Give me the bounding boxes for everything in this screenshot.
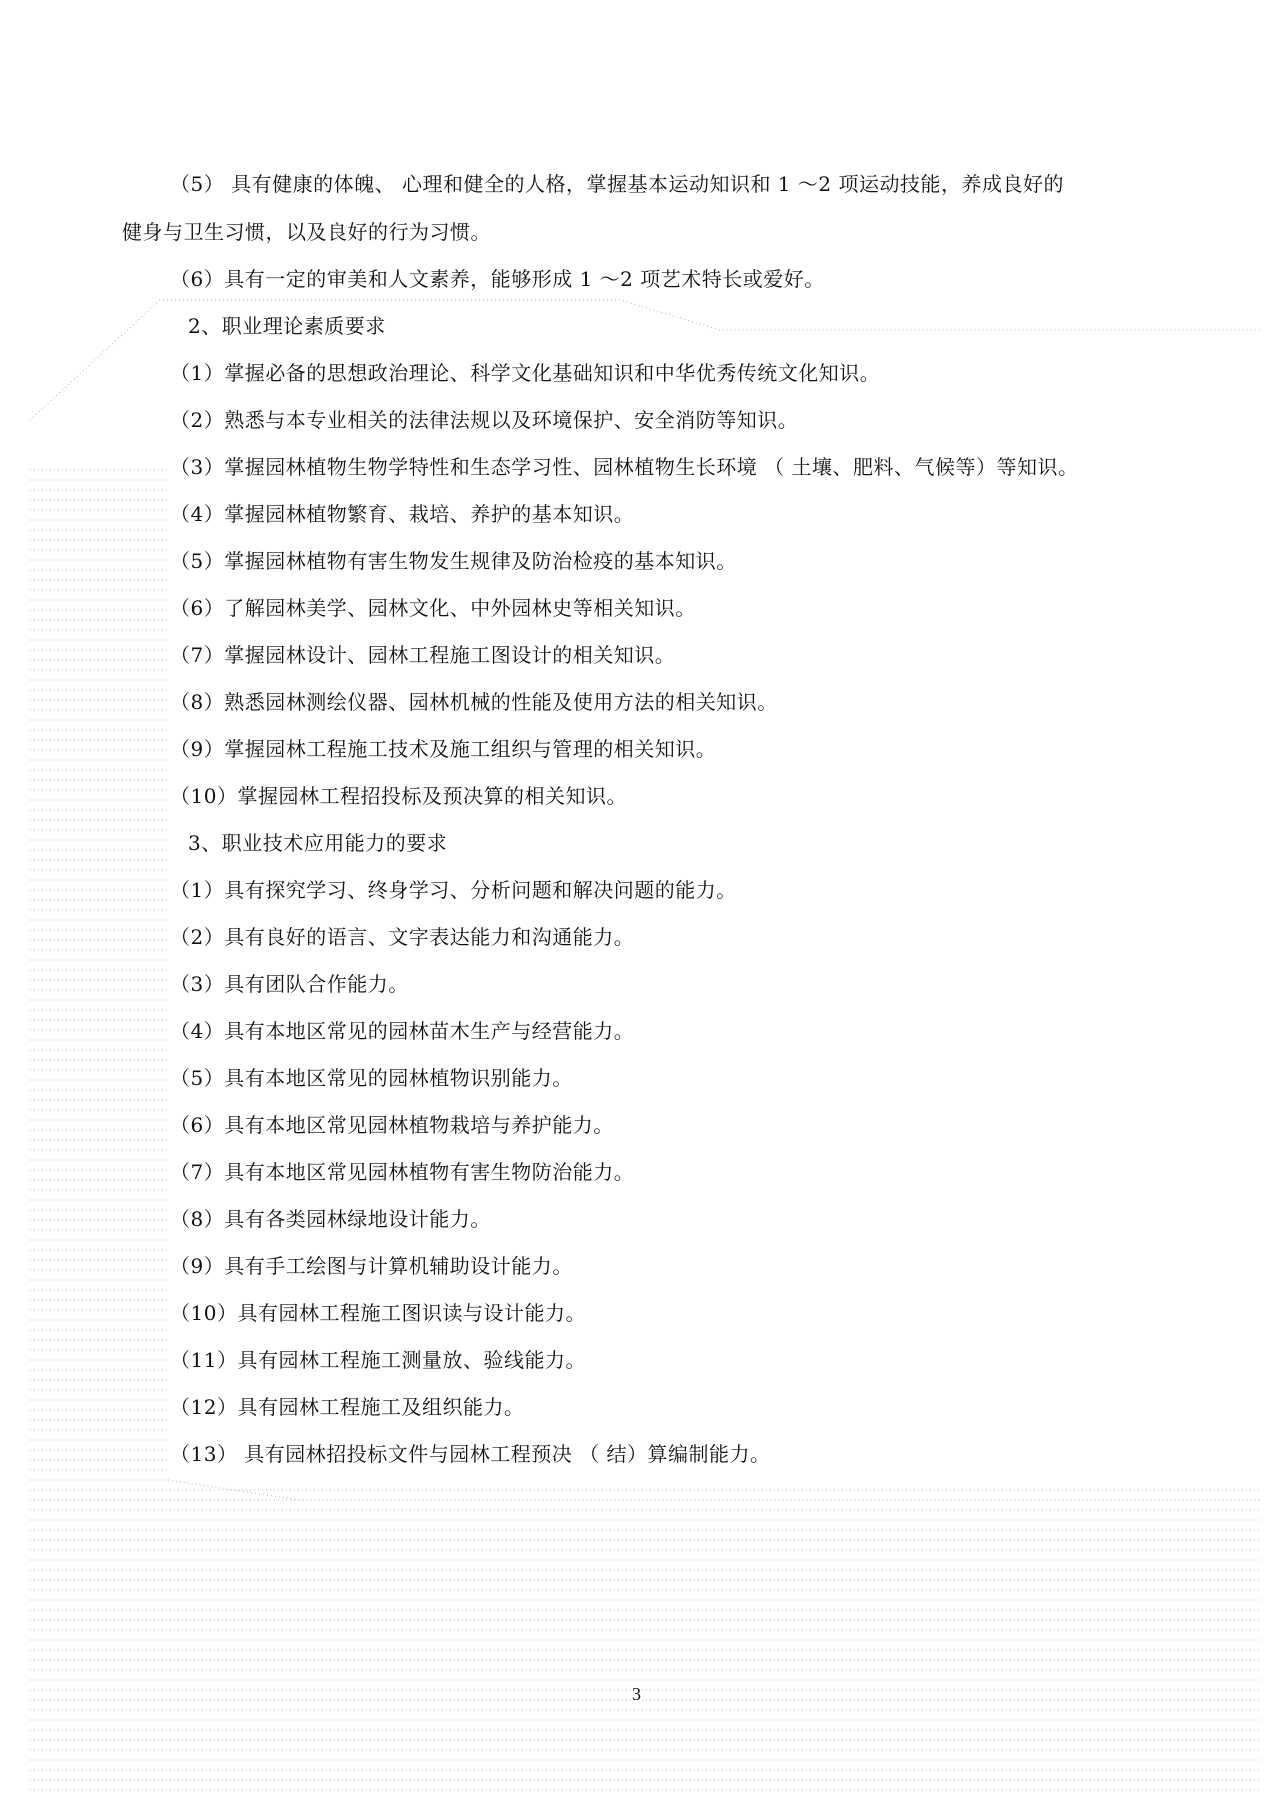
section3-item-11: （11）具有园林工程施工测量放、验线能力。 — [170, 1348, 586, 1372]
page-number: 3 — [632, 1684, 641, 1704]
section3-item-12: （12）具有园林工程施工及组织能力。 — [170, 1395, 525, 1419]
section3-heading: 3、职业技术应用能力的要求 — [188, 831, 448, 855]
section2-item-4: （4）掌握园林植物繁育、栽培、养护的基本知识。 — [170, 502, 635, 526]
section3-item-4: （4）具有本地区常见的园林苗木生产与经营能力。 — [170, 1019, 635, 1043]
section2-item-9: （9）掌握园林工程施工技术及施工组织与管理的相关知识。 — [170, 737, 717, 761]
section2-heading: 2、职业理论素质要求 — [188, 314, 386, 338]
section3-item-1: （1）具有探究学习、终身学习、分析问题和解决问题的能力。 — [170, 878, 737, 902]
section2-item-2: （2）熟悉与本专业相关的法律法规以及环境保护、安全消防等知识。 — [170, 408, 799, 432]
section3-item-13: （13） 具有园林招投标文件与园林工程预决 （ 结）算编制能力。 — [170, 1442, 771, 1466]
section2-item-6: （6）了解园林美学、园林文化、中外园林史等相关知识。 — [170, 596, 696, 620]
section3-item-9: （9）具有手工绘图与计算机辅助设计能力。 — [170, 1254, 573, 1278]
section2-item-3: （3）掌握园林植物生物学特性和生态学习性、园林植物生长环境 （ 土壤、肥料、气候等）等知识。 — [170, 455, 1079, 479]
section2-item-1: （1）掌握必备的思想政治理论、科学文化基础知识和中华优秀传统文化知识。 — [170, 361, 881, 385]
section1-item5-line1: （5） 具有健康的体魄、 心理和健全的人格，掌握基本运动知识和 1 ～2 项运动技能，养成良好的 — [170, 172, 1064, 196]
section2-item-7: （7）掌握园林设计、园林工程施工图设计的相关知识。 — [170, 643, 676, 667]
section3-item-3: （3）具有团队合作能力。 — [170, 972, 409, 996]
section2-item-5: （5）掌握园林植物有害生物发生规律及防治检疫的基本知识。 — [170, 549, 737, 573]
section1-item6: （6）具有一定的审美和人文素养，能够形成 1 ～2 项艺术特长或爱好。 — [170, 267, 825, 291]
section3-item-5: （5）具有本地区常见的园林植物识别能力。 — [170, 1066, 573, 1090]
section3-item-6: （6）具有本地区常见园林植物栽培与养护能力。 — [170, 1113, 614, 1137]
section3-item-10: （10）具有园林工程施工图识读与设计能力。 — [170, 1301, 586, 1325]
section1-item5-line2: 健身与卫生习惯，以及良好的行为习惯。 — [122, 220, 491, 244]
section2-item-10: （10）掌握园林工程招投标及预决算的相关知识。 — [170, 784, 627, 808]
section3-item-7: （7）具有本地区常见园林植物有害生物防治能力。 — [170, 1160, 635, 1184]
section3-item-2: （2）具有良好的语言、文字表达能力和沟通能力。 — [170, 925, 635, 949]
section2-item-8: （8）熟悉园林测绘仪器、园林机械的性能及使用方法的相关知识。 — [170, 690, 778, 714]
section3-item-8: （8）具有各类园林绿地设计能力。 — [170, 1207, 491, 1231]
